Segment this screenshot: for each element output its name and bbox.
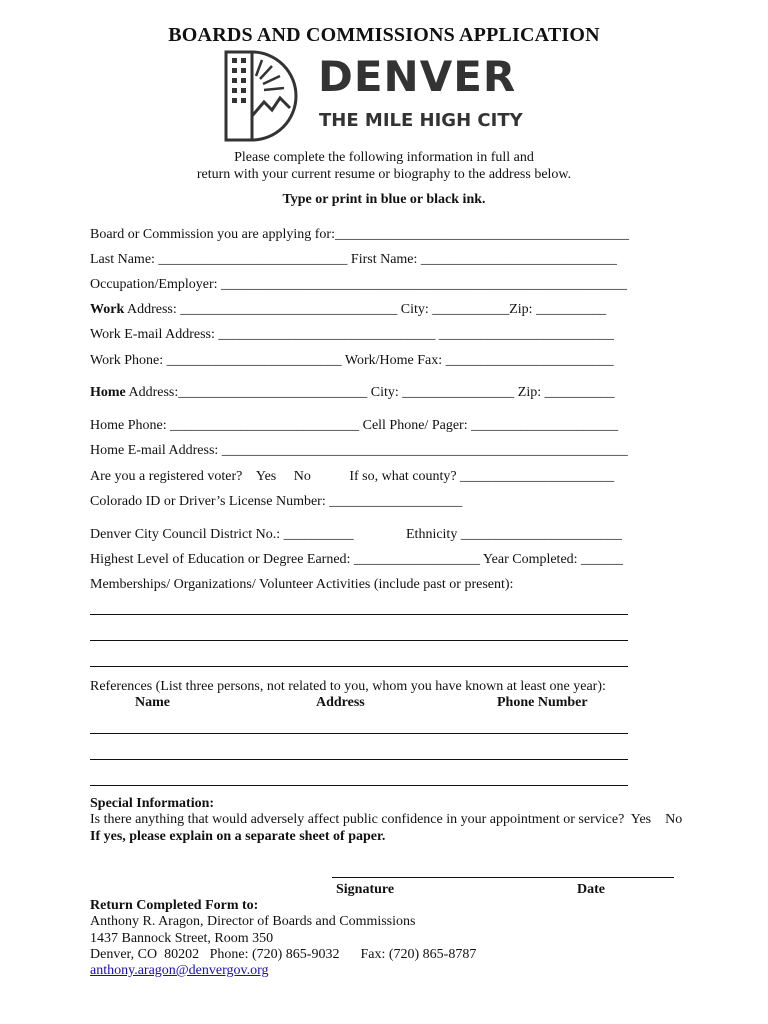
references-intro: References (List three persons, not related to you, whom you have known at least one year): bbox=[90, 679, 606, 694]
logo-tagline: THE MILE HIGH CITY bbox=[319, 110, 523, 131]
ink-note: Type or print in blue or black ink. bbox=[282, 192, 486, 207]
home-address-field[interactable] bbox=[90, 385, 615, 401]
home-phone-field[interactable]: Home Phone: ___________________________ Cell Phone/ Pager: _____________________ bbox=[90, 418, 619, 433]
memberships-line[interactable] bbox=[90, 666, 628, 667]
special-heading: Special Information: bbox=[90, 796, 215, 811]
memberships-label: Memberships/ Organizations/ Volunteer Activities (include past or present): bbox=[90, 577, 514, 592]
reference-line[interactable] bbox=[90, 733, 628, 734]
memberships-line[interactable] bbox=[90, 614, 628, 615]
signature-label: Signature bbox=[336, 882, 395, 897]
return-heading: Return Completed Form to: bbox=[90, 898, 259, 913]
references-phone-header: Phone Number bbox=[497, 695, 588, 710]
special-question[interactable]: Is there anything that would adversely affect public confidence in your appointment or service? Yes No bbox=[90, 812, 683, 827]
logo-name: DENVER bbox=[318, 52, 517, 101]
return-email-link[interactable]: anthony.aragon@denvergov.org bbox=[90, 963, 269, 978]
memberships-line[interactable] bbox=[90, 640, 628, 641]
form-title: BOARDS AND COMMISSIONS APPLICATION bbox=[168, 24, 600, 46]
denver-logo bbox=[222, 46, 552, 146]
board-field[interactable]: Board or Commission you are applying for:__________________________________________ bbox=[90, 227, 629, 242]
work-address-field[interactable] bbox=[90, 302, 606, 318]
work-label: Work bbox=[90, 302, 125, 317]
work-phone-field[interactable]: Work Phone: _________________________ Work/Home Fax: ________________________ bbox=[90, 353, 614, 368]
home-address-text: Address:___________________________ City: ________________ Zip: __________ bbox=[125, 385, 615, 400]
voter-field[interactable]: Are you a registered voter? Yes No If so, what county? ______________________ bbox=[90, 469, 615, 484]
references-name-header: Name bbox=[135, 695, 170, 710]
home-label: Home bbox=[90, 385, 126, 400]
name-field[interactable]: Last Name: ___________________________ First Name: ____________________________ bbox=[90, 252, 617, 267]
references-address-header: Address bbox=[316, 695, 365, 710]
return-contact: Denver, CO 80202 Phone: (720) 865-9032 Fax: (720) 865-8787 bbox=[90, 947, 477, 962]
district-field[interactable]: Denver City Council District No.: __________ bbox=[90, 527, 354, 542]
reference-line[interactable] bbox=[90, 785, 628, 786]
signature-line[interactable] bbox=[332, 877, 674, 878]
special-note: If yes, please explain on a separate sheet of paper. bbox=[90, 829, 386, 844]
reference-line[interactable] bbox=[90, 759, 628, 760]
date-label: Date bbox=[577, 882, 605, 897]
occupation-field[interactable]: Occupation/Employer: __________________________________________________________ bbox=[90, 277, 628, 292]
intro-line-1: Please complete the following information in full and bbox=[234, 150, 534, 165]
home-email-field[interactable]: Home E-mail Address: __________________________________________________________ bbox=[90, 443, 628, 458]
education-field[interactable]: Highest Level of Education or Degree Earned: __________________ Year Completed: ______ bbox=[90, 552, 624, 567]
work-address-text: Address: _______________________________ City: ___________Zip: __________ bbox=[124, 302, 607, 317]
work-email-field[interactable]: Work E-mail Address: _______________________________ _________________________ bbox=[90, 327, 614, 342]
return-name: Anthony R. Aragon, Director of Boards and Commissions bbox=[90, 914, 416, 929]
colorado-id-field[interactable]: Colorado ID or Driver’s License Number: ___________________ bbox=[90, 494, 463, 509]
ethnicity-field[interactable]: Ethnicity _______________________ bbox=[406, 527, 622, 542]
intro-line-2: return with your current resume or biography to the address below. bbox=[196, 167, 572, 182]
return-street: 1437 Bannock Street, Room 350 bbox=[90, 931, 274, 946]
